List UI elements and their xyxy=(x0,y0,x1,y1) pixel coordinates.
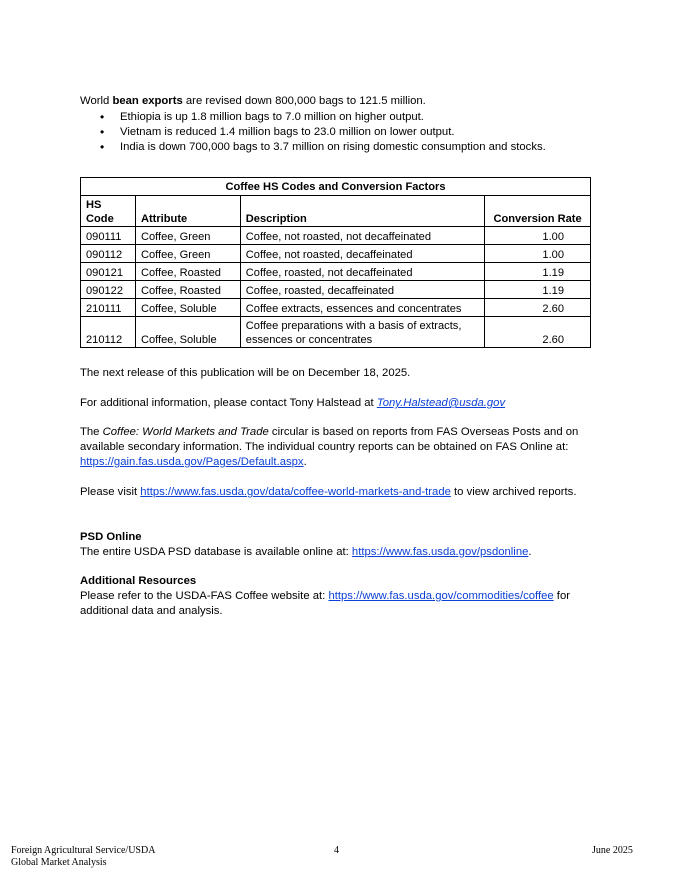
cell-description: Coffee, not roasted, not decaffeinated xyxy=(240,227,484,245)
cell-code: 090112 xyxy=(81,245,136,263)
cell-attribute: Coffee, Roasted xyxy=(135,263,240,281)
circular-paragraph xyxy=(80,425,600,470)
bullet-item: • Ethiopia is up 1.8 million bags to 7.0 million on higher output. xyxy=(80,110,600,125)
gain-link[interactable]: https://gain.fas.usda.gov/Pages/Default.aspx xyxy=(80,456,304,468)
psd-heading: PSD Online xyxy=(80,531,142,543)
table-row xyxy=(81,245,591,263)
contact-text: For additional information, please contact Tony Halstead at xyxy=(80,397,377,409)
footer-page-number: 4 xyxy=(334,845,339,856)
table-row xyxy=(81,263,591,281)
bullet-item: • Vietnam is reduced 1.4 million bags to 23.0 million on lower output. xyxy=(80,125,600,140)
cell-code: 210112 xyxy=(81,317,136,348)
table-row xyxy=(81,317,591,348)
cell-attribute: Coffee, Soluble xyxy=(135,299,240,317)
cell-rate: 1.00 xyxy=(485,227,591,245)
exports-lead-suffix: are revised down 800,000 bags to 121.5 million. xyxy=(182,95,426,107)
exports-summary xyxy=(80,94,600,109)
cell-rate: 2.60 xyxy=(485,317,591,348)
circular-text: circular is based on reports from FAS Overseas Posts and on available secondary information. The individual country reports can be obtained on FAS Online at: xyxy=(80,426,579,453)
resources-suffix: for additional data and analysis. xyxy=(80,590,570,617)
table-row xyxy=(81,227,591,245)
table-header-row xyxy=(81,196,591,227)
cell-rate: 2.60 xyxy=(485,299,591,317)
resources-text: Please refer to the USDA-FAS Coffee website at: xyxy=(80,590,329,602)
contact-email-link[interactable]: Tony.Halstead@usda.gov xyxy=(376,397,506,409)
cell-attribute: Coffee, Green xyxy=(135,245,240,263)
exports-lead-bold: bean exports xyxy=(112,95,183,107)
psd-section xyxy=(80,530,600,560)
hs-codes-table xyxy=(80,177,591,348)
circular-title: Coffee: World Markets and Trade xyxy=(102,426,269,438)
archive-link[interactable]: https://www.fas.usda.gov/data/coffee-world-markets-and-trade xyxy=(140,486,451,498)
next-release-text: The next release of this publication will be on December 18, 2025. xyxy=(80,367,411,379)
cell-description: Coffee preparations with a basis of extracts, essences or concentrates xyxy=(240,317,484,348)
circular-suffix: . xyxy=(303,456,307,468)
cell-description: Coffee, not roasted, decaffeinated xyxy=(240,245,484,263)
bullet-item: • India is down 700,000 bags to 3.7 million on rising domestic consumption and stocks. xyxy=(80,140,600,155)
contact-paragraph xyxy=(80,396,600,411)
exports-bullet-list xyxy=(80,110,600,155)
circular-prefix: The xyxy=(80,426,103,438)
resources-section xyxy=(80,574,600,619)
footer-org-line2: Global Market Analysis xyxy=(11,857,107,868)
footer-org xyxy=(11,845,155,869)
cell-attribute: Coffee, Soluble xyxy=(135,317,240,348)
cell-attribute: Coffee, Green xyxy=(135,227,240,245)
header-conversion-rate: Conversion Rate xyxy=(485,196,591,227)
table-row xyxy=(81,281,591,299)
archive-prefix: Please visit xyxy=(80,486,141,498)
cell-description: Coffee extracts, essences and concentrates xyxy=(240,299,484,317)
header-description: Description xyxy=(240,196,484,227)
psd-link[interactable]: https://www.fas.usda.gov/psdonline xyxy=(351,546,529,558)
table-title-row xyxy=(81,178,591,196)
cell-code: 210111 xyxy=(81,299,136,317)
cell-attribute: Coffee, Roasted xyxy=(135,281,240,299)
header-hs-code: HS Code xyxy=(81,196,136,227)
cell-description: Coffee, roasted, decaffeinated xyxy=(240,281,484,299)
psd-suffix: . xyxy=(528,546,532,558)
archive-suffix: to view archived reports. xyxy=(450,486,577,498)
archive-paragraph xyxy=(80,485,600,500)
psd-text: The entire USDA PSD database is available online at: xyxy=(80,546,352,558)
header-attribute: Attribute xyxy=(135,196,240,227)
cell-code: 090121 xyxy=(81,263,136,281)
footer-org-line1: Foreign Agricultural Service/USDA xyxy=(11,845,156,856)
table-title: Coffee HS Codes and Conversion Factors xyxy=(81,178,591,196)
resources-heading: Additional Resources xyxy=(80,575,197,587)
exports-lead-prefix: World xyxy=(80,95,113,107)
cell-rate: 1.00 xyxy=(485,245,591,263)
cell-code: 090122 xyxy=(81,281,136,299)
coffee-link[interactable]: https://www.fas.usda.gov/commodities/coffee xyxy=(328,590,554,602)
table-row xyxy=(81,299,591,317)
cell-rate: 1.19 xyxy=(485,281,591,299)
cell-description: Coffee, roasted, not decaffeinated xyxy=(240,263,484,281)
resources-paragraph xyxy=(80,589,600,619)
page-content xyxy=(80,94,600,617)
cell-rate: 1.19 xyxy=(485,263,591,281)
cell-code: 090111 xyxy=(81,227,136,245)
psd-paragraph xyxy=(80,545,600,560)
footer-date: June 2025 xyxy=(592,845,633,856)
